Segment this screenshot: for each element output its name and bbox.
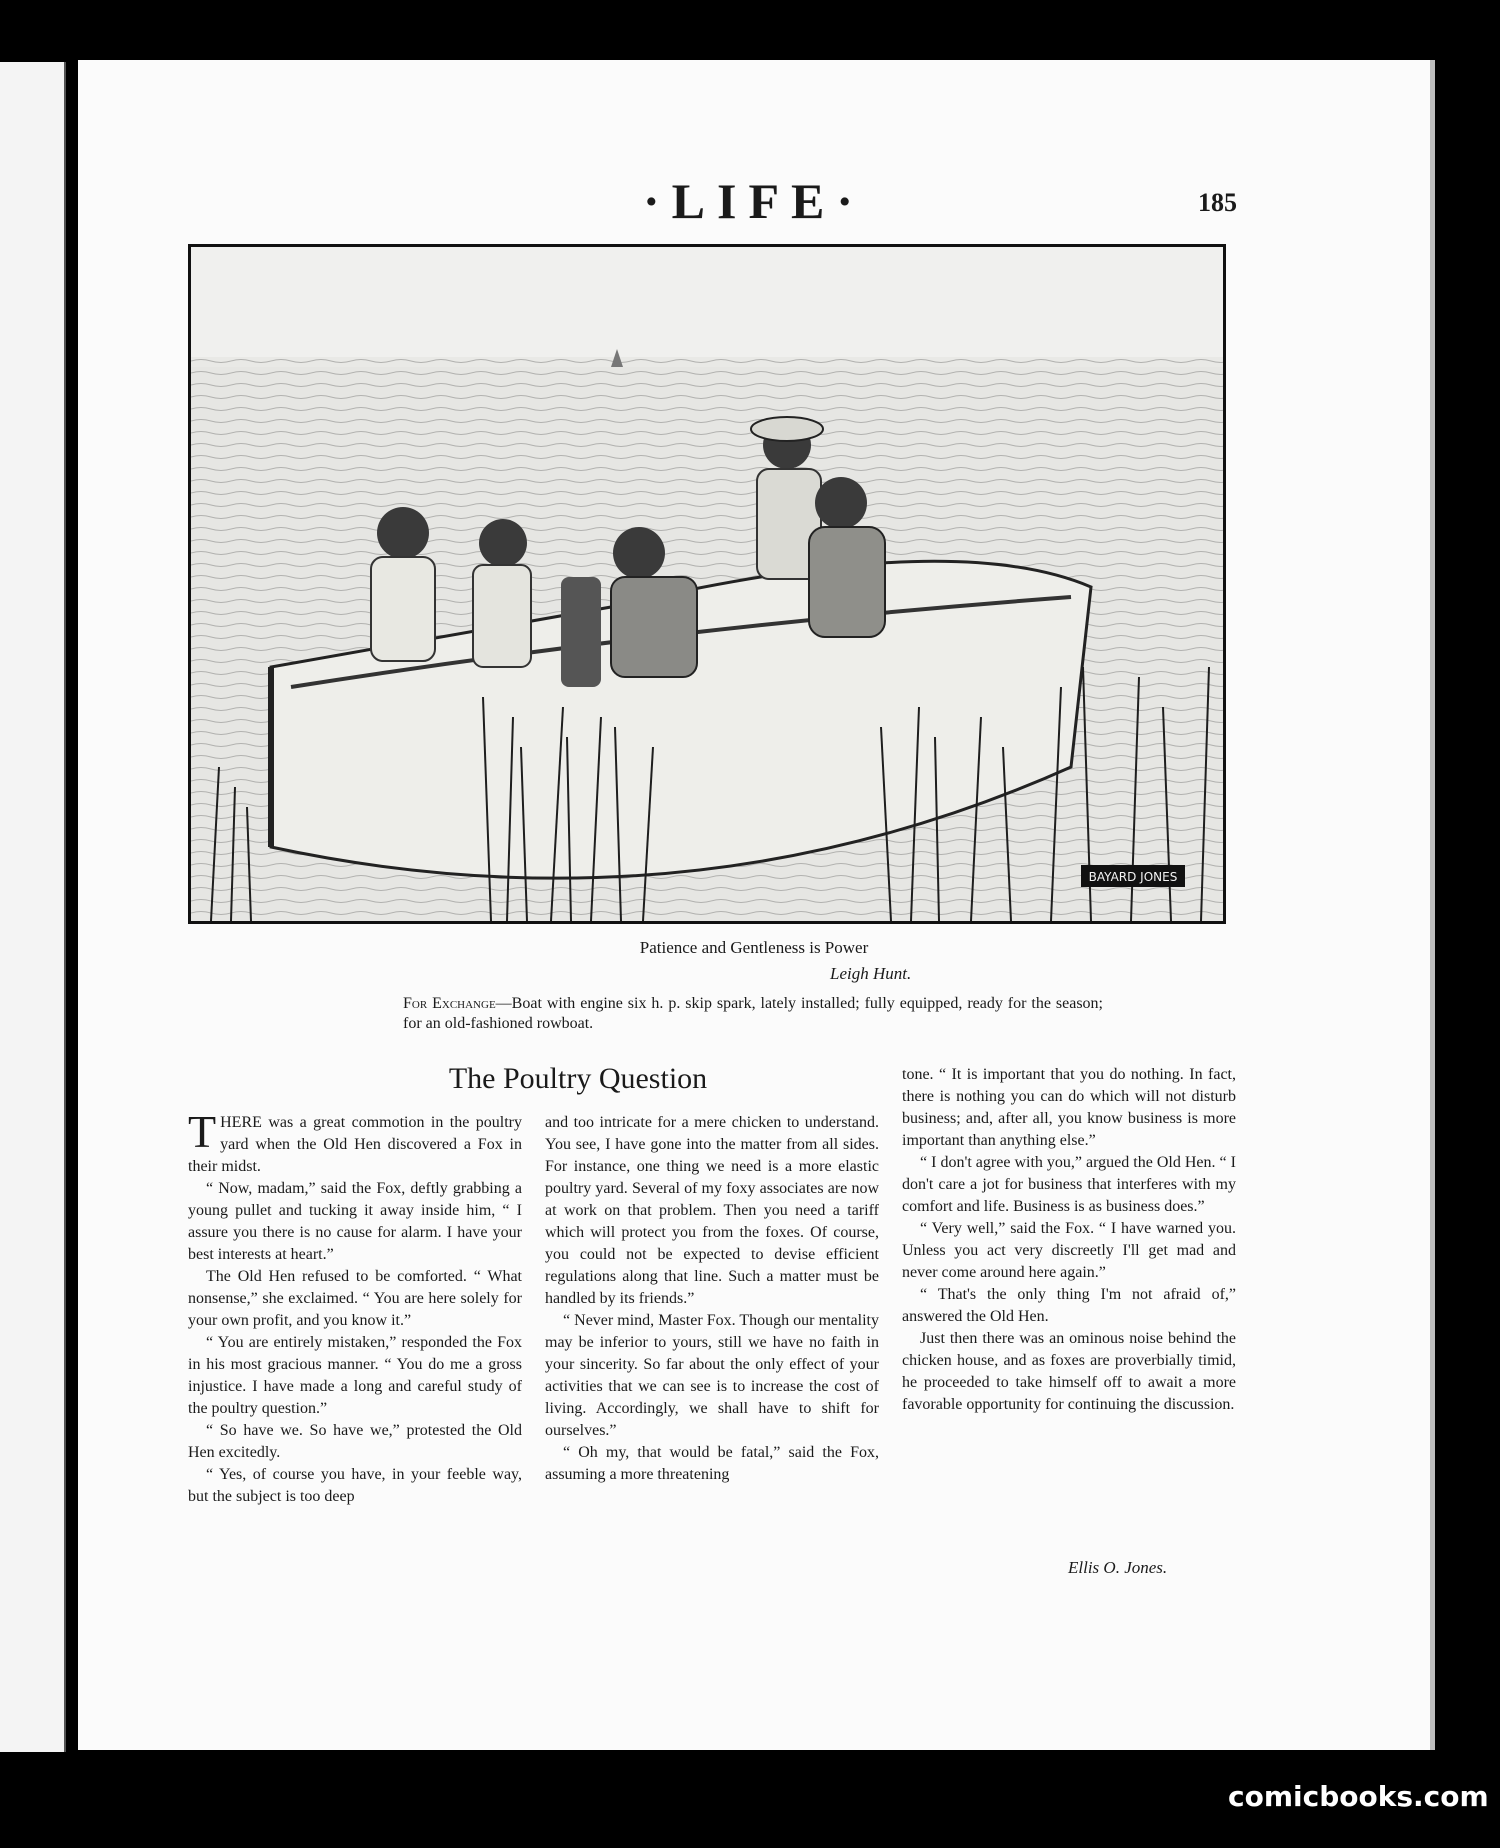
illustration-caption: Patience and Gentleness is Power [639, 938, 869, 957]
paragraph: “ Now, madam,” said the Fox, deftly grabbing a young pullet and tucking it away inside him, “ I assure you there is no cause for alarm. I have your best interests at heart.” [188, 1180, 522, 1263]
article-title: The Poultry Question [448, 1062, 708, 1095]
article-author: Ellis O. Jones. [1068, 1558, 1168, 1577]
caption-attribution: Leigh Hunt. [830, 964, 912, 983]
article-column-2 [545, 1112, 879, 1486]
paragraph: “ You are entirely mistaken,” responded the Fox in his most gracious manner. “ You do me a gross injustice. I have made a long and careful study of the poultry question.” [188, 1334, 522, 1417]
exchange-label: For Exchange [403, 995, 496, 1012]
paragraph: HERE was a great commotion in the poultry yard when the Old Hen discovered a Fox in their midst. [188, 1114, 522, 1175]
paragraph: Just then there was an ominous noise behind the chicken house, and as foxes are proverbially timid, he proceeded to take himself off to await a more favorable opportunity for continuing the discussion. [902, 1330, 1236, 1413]
previous-page-edge [0, 62, 66, 1752]
paragraph: “ Oh my, that would be fatal,” said the Fox, assuming a more threatening [545, 1444, 879, 1483]
page-number: 185 [1198, 188, 1237, 217]
illustration [188, 244, 1226, 924]
paragraph: The Old Hen refused to be comforted. “ What nonsense,” she exclaimed. “ You are here solely for your own profit, and you know it.” [188, 1268, 522, 1329]
paragraph: “ Yes, of course you have, in your feeble way, but the subject is too deep [188, 1466, 522, 1505]
article-column-1 [188, 1106, 522, 1508]
boat-scene-drawing [191, 247, 1223, 921]
paragraph: “ I don't agree with you,” argued the Old Hen. “ I don't care a jot for business that interferes with my comfort and life. Business is as business does.” [902, 1154, 1236, 1215]
magazine-title: ·LIFE· [642, 173, 866, 229]
site-watermark: comicbooks.com [1228, 1780, 1489, 1813]
paragraph: “ So have we. So have we,” protested the Old Hen excitedly. [188, 1422, 522, 1461]
exchange-text: —Boat with engine six h. p. skip spark, lately installed; fully equipped, ready for the season; for an old-fashioned rowboat. [403, 995, 1103, 1032]
for-exchange-notice [403, 994, 1103, 1034]
paragraph: “ Never mind, Master Fox. Though our mentality may be inferior to yours, still we have no faith in your sincerity. So far about the only effect of your activities that we can see is to increase the cost of living. Accordingly, we shall have to shift for ourselves.” [545, 1312, 879, 1439]
paragraph: “ Very well,” said the Fox. “ I have warned you. Unless you act very discreetly I'll get mad and never come around here again.” [902, 1220, 1236, 1281]
paragraph: “ That's the only thing I'm not afraid of,” answered the Old Hen. [902, 1286, 1236, 1325]
artist-signature: BAYARD JONES [1088, 870, 1178, 884]
drop-cap: T [188, 1106, 217, 1157]
article-column-3 [902, 1064, 1236, 1416]
paragraph: and too intricate for a mere chicken to understand. You see, I have gone into the matter from all sides. For instance, one thing we need is a more elastic poultry yard. Several of my foxy associates are now at work on that problem. Then you need a tariff which will protect you from the foxes. Of course, you could not be expected to devise efficient regulations along that line. Such a matter must be handled by its friends.” [545, 1114, 879, 1307]
page-edge [1430, 60, 1435, 1750]
paragraph: tone. “ It is important that you do nothing. In fact, there is nothing you can do which will not disturb business; and, after all, you know business is more important than anything else.” [902, 1066, 1236, 1149]
magazine-page [78, 60, 1430, 1750]
